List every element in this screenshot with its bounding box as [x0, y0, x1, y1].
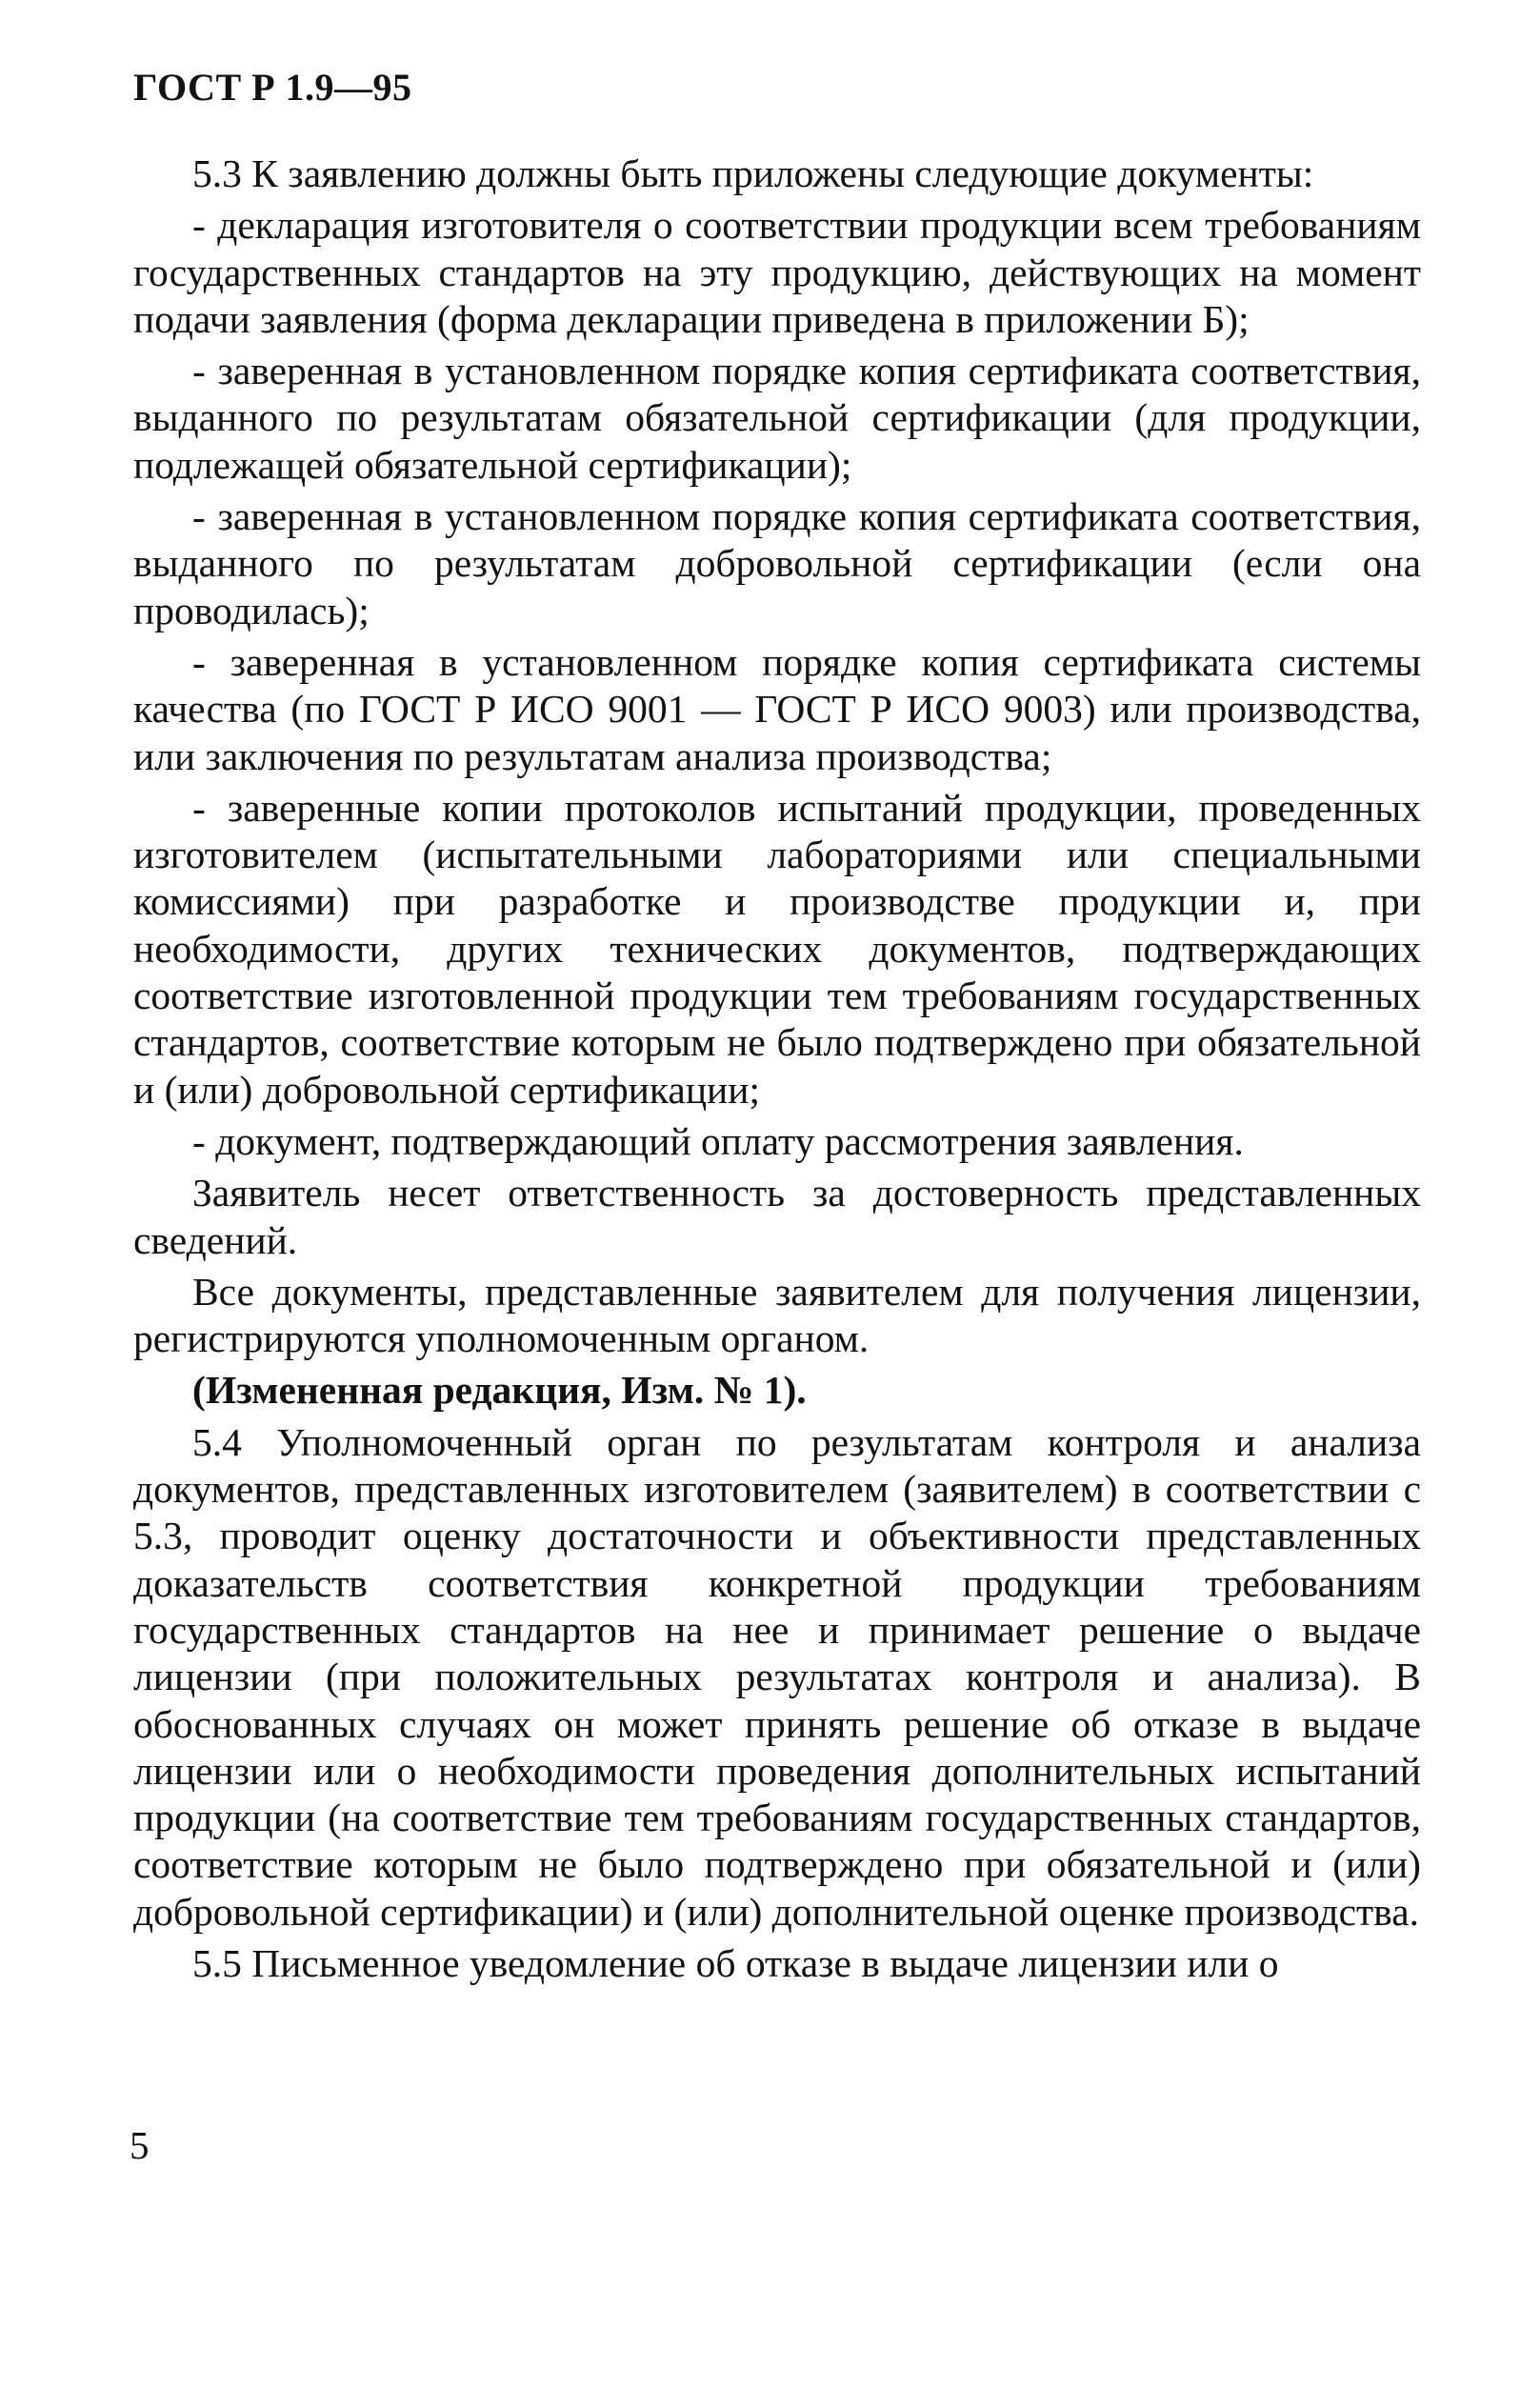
list-item-declaration: - декларация изготовителя о соответствии продукции всем требованиям государственных стандартов на эту продукцию, действующих на момент подачи заявления (форма декларации приведена в приложении Б);	[133, 203, 1421, 341]
amendment-note: (Измененная редакция, Изм. № 1).	[192, 1368, 807, 1413]
list-item-payment-document: - документ, подтверждающий оплату рассмотрения заявления.	[192, 1118, 1244, 1163]
document-header: ГОСТ Р 1.9—95	[133, 66, 412, 109]
paragraph-responsibility: Заявитель несет ответственность за достоверность представленных сведений.	[133, 1171, 1421, 1262]
list-item-voluntary-certificate: - заверенная в установленном порядке копия сертификата соответствия, выданного по результатам добровольной сертификации (если она проводилась);	[133, 494, 1421, 632]
list-item-mandatory-certificate: - заверенная в установленном порядке копия сертификата соответствия, выданного по результатам обязательной сертификации (для продукции, подлежащей обязательной сертификации);	[133, 349, 1421, 487]
paragraph-5-3: 5.3 К заявлению должны быть приложены следующие документы:	[192, 151, 1314, 195]
paragraph-5-4: 5.4 Уполномоченный орган по результатам контроля и анализа документов, представленных изготовителем (заявителем) в соответствии с 5.3, проводит оценку достаточности и объективности представленных доказательств соответствия конкретной продукции требованиям государственных стандартов на нее и принимает решение о выдаче лицензии (при положительных результатах контроля и анализа). В обоснованных случаях он может принять решение об отказе в выдаче лицензии или о необходимости проведения дополнительных испытаний продукции (на соответствие тем требованиям государственных стандартов, соответствие которым не было подтверждено при обязательной и (или) добровольной сертификации) и (или) дополнительной оценке производства.	[133, 1419, 1421, 1934]
page-number: 5	[130, 2123, 150, 2167]
list-item-quality-system-certificate: - заверенная в установленном порядке копия сертификата системы качества (по ГОСТ Р ИСО 9001 — ГОСТ Р ИСО 9003) или производства, или заключения по результатам анализа производства;	[133, 639, 1421, 778]
paragraph-5-5: 5.5 Письменное уведомление об отказе в выдаче лицензии или о	[192, 1940, 1279, 1985]
list-item-test-protocols: - заверенные копии протоколов испытаний продукции, проведенных изготовителем (испытательными лабораториями или специальными комиссиями) при разработке и производстве продукции и, при необходимости, других технических документов, подтверждающих соответствие изготовленной продукции тем требованиям государственных стандартов, соответствие которым не было подтверждено при обязательной и (или) добровольной сертификации;	[133, 785, 1421, 1112]
paragraph-registration: Все документы, представленные заявителем для получения лицензии, регистрируются уполномоченным органом.	[133, 1269, 1421, 1361]
document-body	[133, 151, 1421, 1992]
